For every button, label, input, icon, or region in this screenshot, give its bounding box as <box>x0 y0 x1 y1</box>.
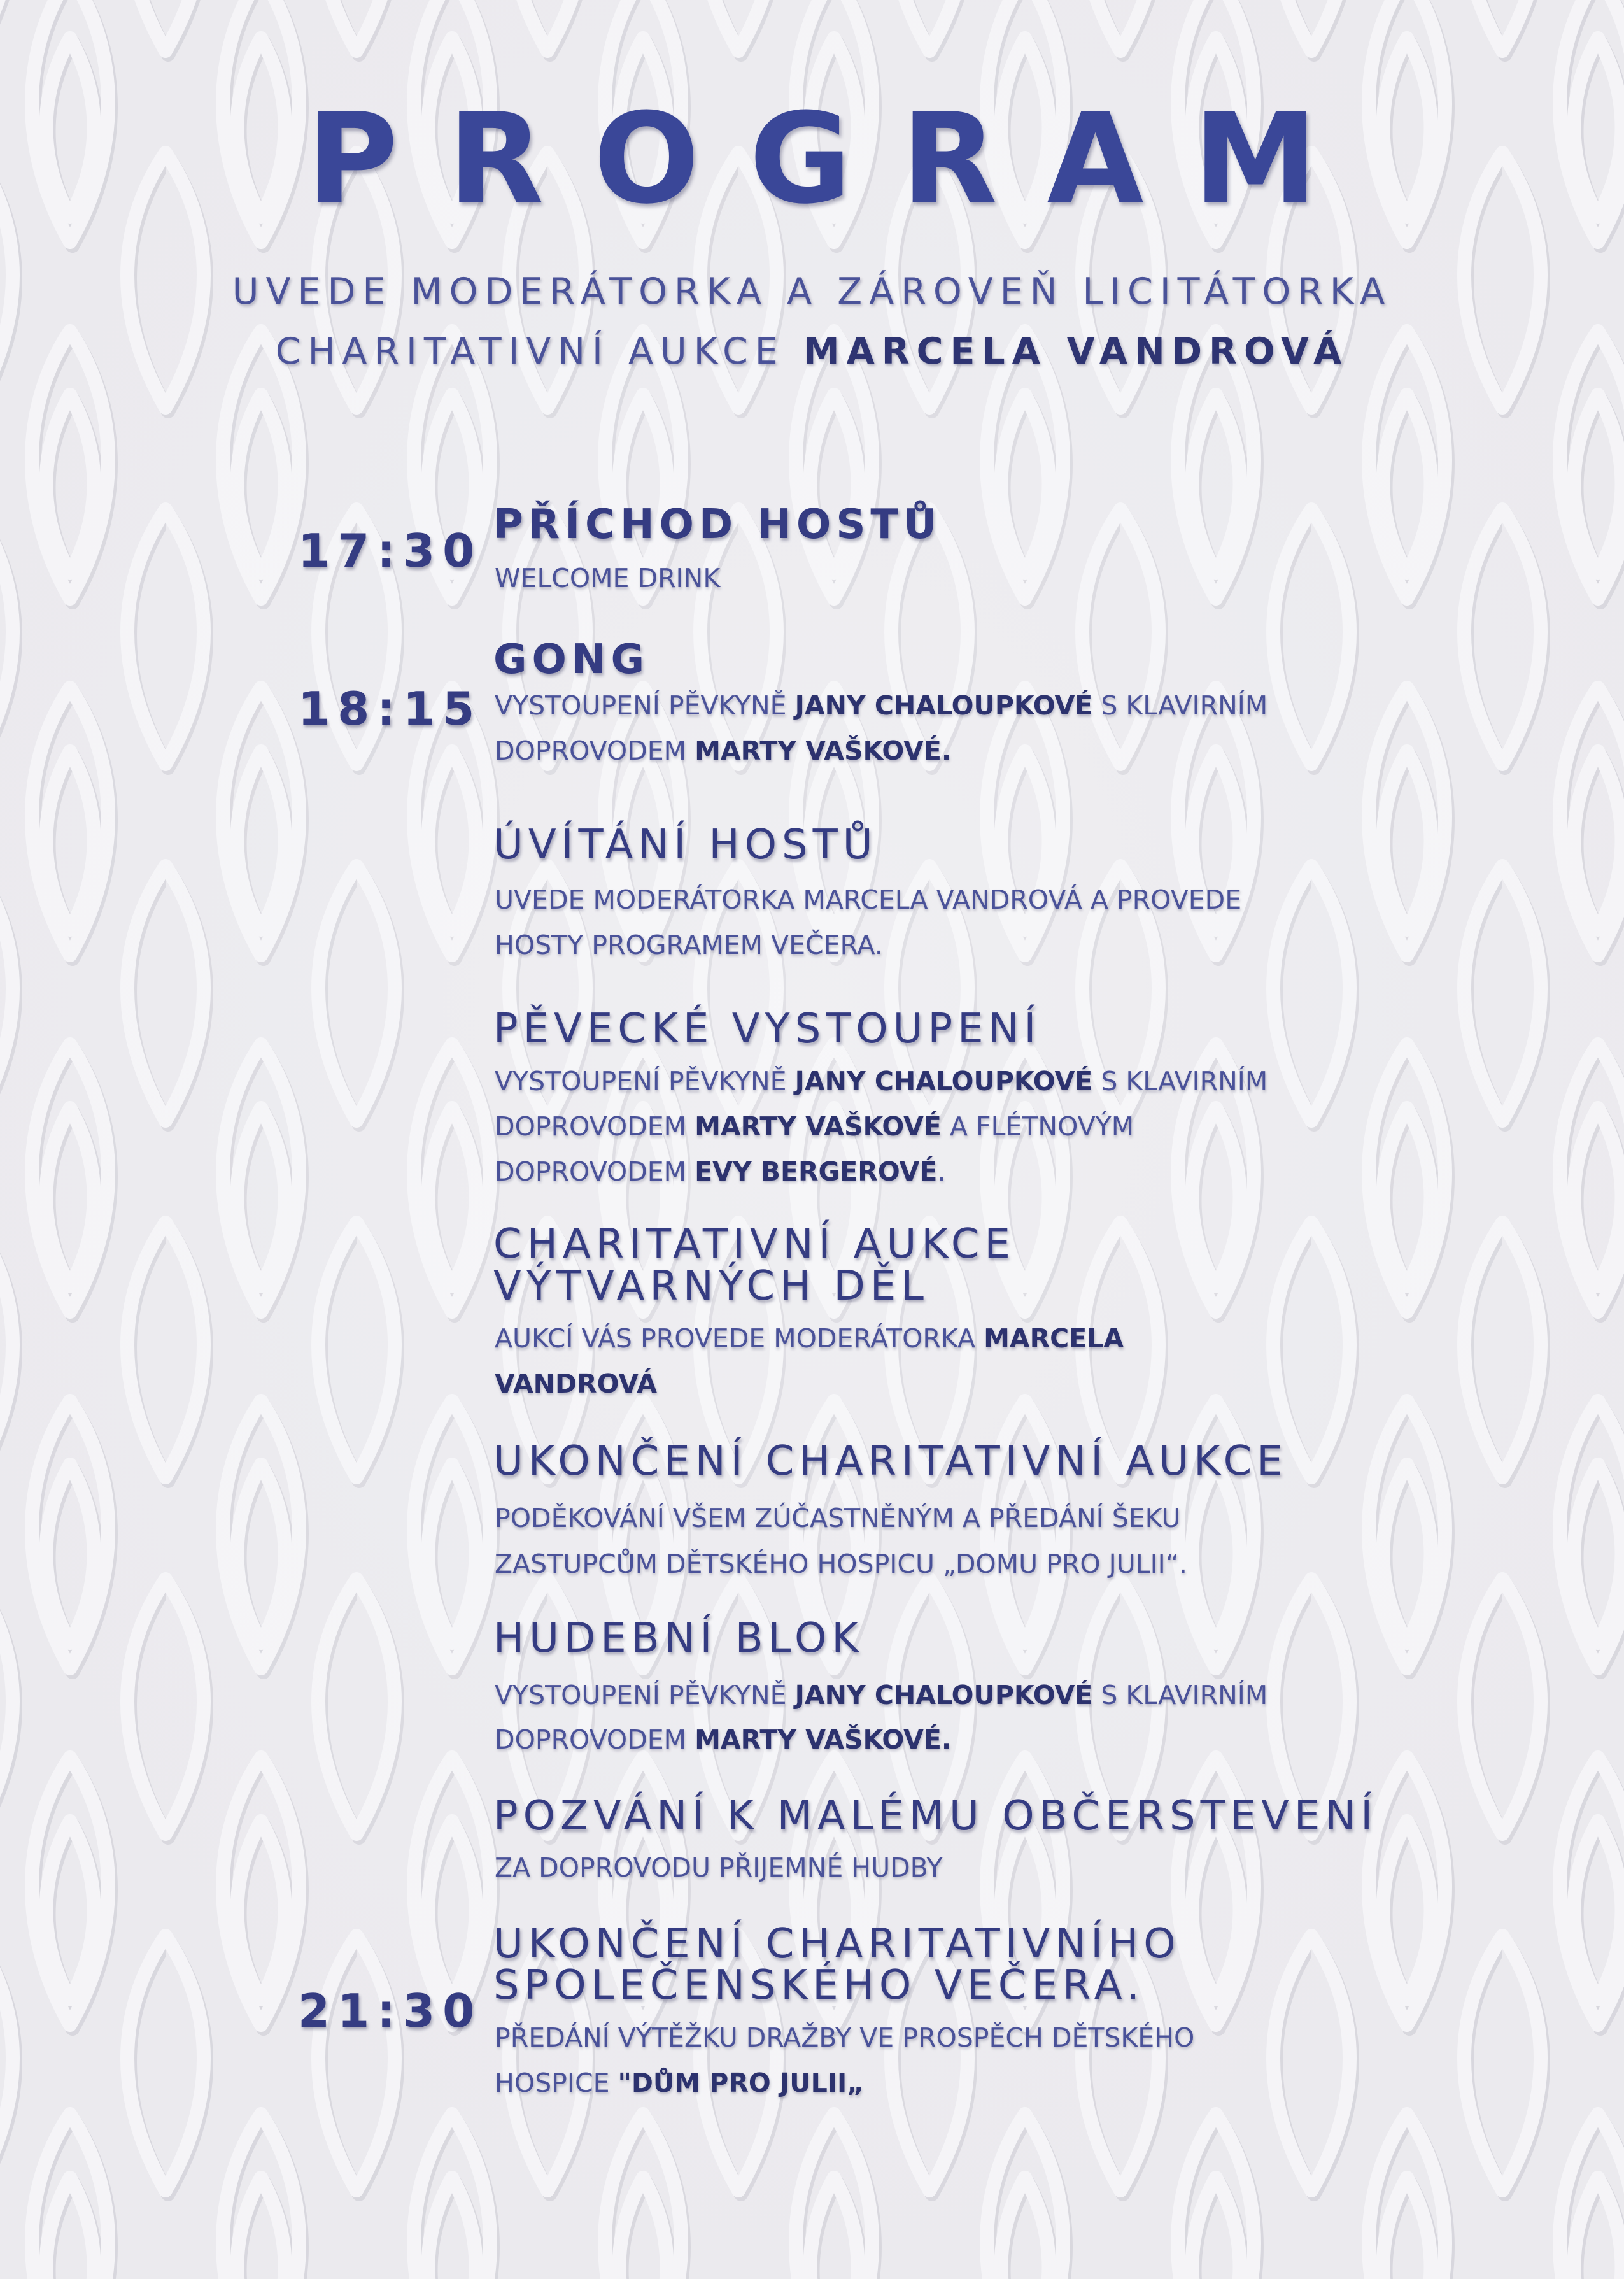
singer-name: JANY CHALOUPKOVÉ <box>794 1680 1093 1710</box>
singer-name: JANY CHALOUPKOVÉ <box>794 690 1093 721</box>
time-1730: 17:30 <box>298 524 483 578</box>
arrival-heading: PŘÍCHOD HOSTŮ <box>493 501 942 548</box>
music-desc-text: S KLAVIRNÍM <box>1092 1680 1268 1710</box>
closing-desc-line-1: PŘEDÁNÍ VÝTĚŽKU DRAŽBY VE PROSPĚCH DĚTSKÉHO <box>495 2022 1195 2053</box>
intro-line-2 <box>0 326 1624 377</box>
welcome-heading: ÚVÍTÁNÍ HOSTŮ <box>493 821 878 869</box>
singing-desc-line-3 <box>495 1150 945 1193</box>
music-desc-text: DOPROVODEM <box>495 1724 695 1755</box>
singing-desc-text: VYSTOUPENÍ PĚVKYNĚ <box>495 1066 795 1097</box>
auction-end-desc-line-2: ZASTUPCŮM DĚTSKÉHO HOSPICU „DOMU PRO JULII“. <box>495 1549 1188 1579</box>
page-title: PROGRAM <box>306 87 1367 232</box>
music-heading: HUDEBNÍ BLOK <box>493 1615 864 1662</box>
auction-desc-line-2 <box>495 1362 657 1405</box>
singing-desc-text: . <box>937 1156 946 1187</box>
intro-line-1: UVEDE MODERÁTORKA A ZÁROVEŇ LICITÁTORKA <box>232 271 1392 313</box>
music-desc-text: VYSTOUPENÍ PĚVKYNĚ <box>495 1680 795 1710</box>
auction-end-heading: UKONČENÍ CHARITATIVNÍ AUKCE <box>493 1438 1288 1485</box>
gong-heading: GONG <box>493 636 650 683</box>
moderator-name: MARCELA VANDROVÁ <box>803 330 1349 373</box>
closing-desc-line-2 <box>495 2061 864 2105</box>
gong-desc-text: S KLAVIRNÍM <box>1092 690 1268 721</box>
closing-heading-line-2: SPOLEČENSKÉHO VEČERA. <box>493 1962 1145 2009</box>
auction-end-desc-line-1: PODĚKOVÁNÍ VŠEM ZÚČASTNĚNÝM A PŘEDÁNÍ ŠEKU <box>495 1503 1181 1533</box>
arrival-desc: WELCOME DRINK <box>495 563 721 593</box>
flutist-name: EVY BERGEROVÉ <box>695 1156 938 1187</box>
singing-heading: PĚVECKÉ VYSTOUPENÍ <box>493 1005 1041 1053</box>
refreshment-heading: POZVÁNÍ K MALÉMU OBČERSTEVENÍ <box>493 1793 1378 1840</box>
time-2130: 21:30 <box>298 1984 483 2038</box>
gong-desc-line-2 <box>495 729 952 772</box>
singing-desc-text: S KLAVIRNÍM <box>1092 1066 1268 1097</box>
singer-name: JANY CHALOUPKOVÉ <box>794 1066 1093 1097</box>
closing-heading-line-1: UKONČENÍ CHARITATIVNÍHO <box>493 1920 1181 1968</box>
welcome-desc-line-2: HOSTY PROGRAMEM VEČERA. <box>495 930 883 960</box>
moderator-name: MARCELA <box>984 1323 1124 1354</box>
intro-line-2-prefix: CHARITATIVNÍ AUKCE <box>275 330 803 373</box>
auction-desc-line-1 <box>495 1317 1124 1360</box>
music-desc-line-2 <box>495 1718 952 1761</box>
gong-desc-text: DOPROVODEM <box>495 735 695 766</box>
singing-desc-text: DOPROVODEM <box>495 1111 695 1142</box>
auction-heading-line-2: VÝTVARNÝCH DĚL <box>493 1263 929 1310</box>
gong-desc-text: VYSTOUPENÍ PĚVKYNĚ <box>495 690 795 721</box>
refreshment-desc: ZA DOPROVODU PŘIJEMNÉ HUDBY <box>495 1852 943 1883</box>
singing-desc-line-2 <box>495 1105 1134 1148</box>
pianist-name: MARTY VAŠKOVÉ. <box>695 735 952 766</box>
closing-desc-text: HOSPICE <box>495 2068 618 2098</box>
pianist-name: MARTY VAŠKOVÉ. <box>695 1724 952 1755</box>
gong-desc-line-1 <box>495 684 1267 727</box>
singing-desc-line-1 <box>495 1060 1267 1103</box>
auction-desc-text: AUKCÍ VÁS PROVEDE MODERÁTORKA <box>495 1323 984 1354</box>
singing-desc-text: DOPROVODEM <box>495 1156 695 1187</box>
auction-heading-line-1: CHARITATIVNÍ AUKCE <box>493 1221 1015 1268</box>
pianist-name: MARTY VAŠKOVÉ <box>695 1111 942 1142</box>
welcome-desc-line-1: UVEDE MODERÁTORKA MARCELA VANDROVÁ A PROVEDE <box>495 884 1242 915</box>
hospice-name: "DŮM PRO JULII„ <box>618 2068 865 2098</box>
singing-desc-text: A FLÉTNOVÝM <box>941 1111 1134 1142</box>
time-1815: 18:15 <box>298 682 483 735</box>
moderator-name: VANDROVÁ <box>495 1368 658 1399</box>
music-desc-line-1 <box>495 1673 1267 1717</box>
